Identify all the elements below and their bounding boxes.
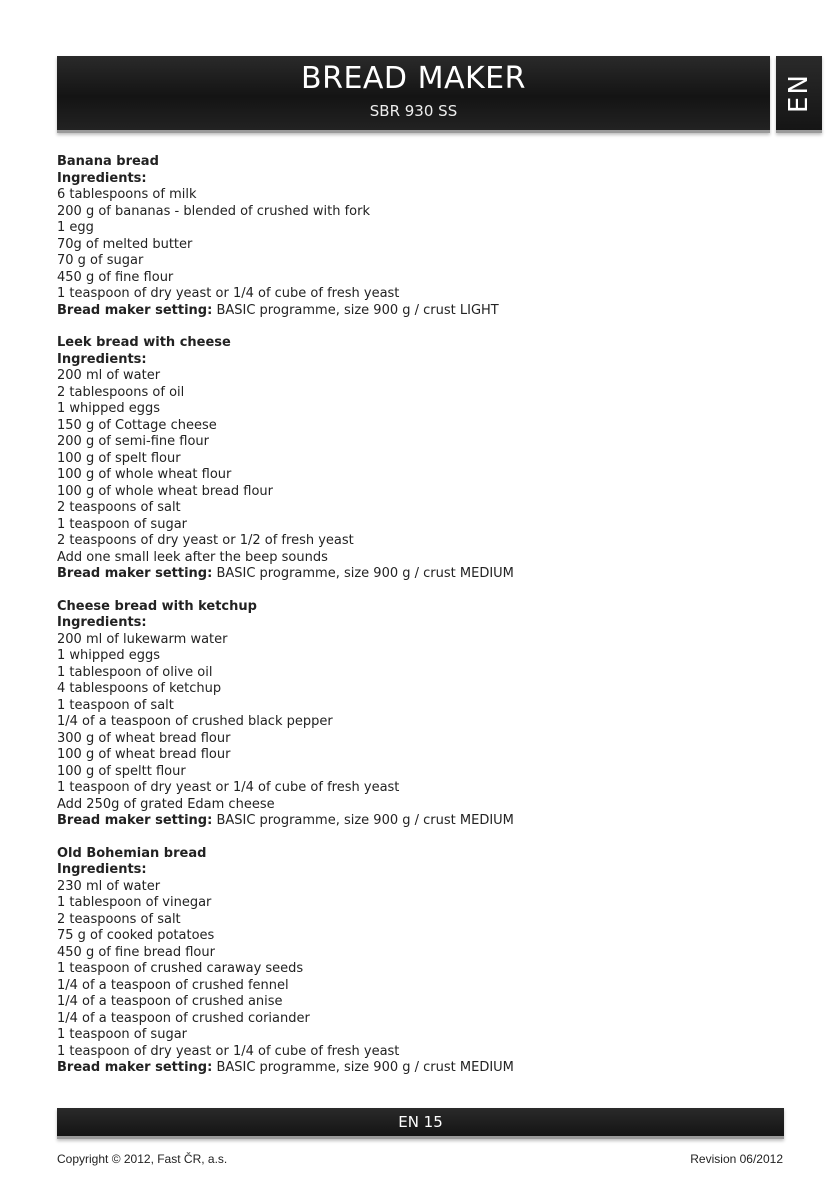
bread-maker-setting	[57, 303, 777, 320]
ingredient-line: 1 teaspoon of salt	[57, 697, 174, 713]
setting-label: Bread maker setting:	[57, 566, 213, 581]
ingredient-line: 450 g of fine bread flour	[57, 944, 215, 960]
recipe-title: Banana bread	[57, 154, 159, 169]
ingredient-line: 1 teaspoon of dry yeast or 1/4 of cube of fresh yeast	[57, 1043, 400, 1059]
model-number: SBR 930 SS	[369, 102, 458, 120]
ingredients-label: Ingredients:	[57, 862, 147, 877]
ingredient-line: 200 g of bananas - blended of crushed with fork	[57, 203, 370, 219]
bread-maker-setting	[57, 566, 777, 583]
setting-value: BASIC programme, size 900 g / crust MEDIUM	[212, 566, 514, 581]
ingredient-line: 100 g of speltt flour	[57, 763, 186, 779]
ingredient-line: 450 g of fine flour	[57, 269, 174, 285]
ingredient-line: 2 teaspoons of salt	[57, 911, 181, 927]
ingredients-label: Ingredients:	[57, 351, 147, 367]
recipe-title: Leek bread with cheese	[57, 335, 231, 350]
ingredient-line: 100 g of whole wheat bread flour	[57, 483, 274, 499]
ingredient-line: 1 teaspoon of sugar	[57, 1027, 188, 1042]
recipe-banana-bread	[57, 154, 777, 319]
ingredient-line: 230 ml of water	[57, 878, 161, 894]
ingredient-line: 1 teaspoon of dry yeast or 1/4 of cube of fresh yeast	[57, 286, 400, 301]
ingredient-line: 200 ml of water	[57, 368, 161, 383]
ingredient-line: 1/4 of a teaspoon of crushed anise	[57, 994, 283, 1009]
ingredient-line: 100 g of wheat bread flour	[57, 747, 231, 762]
ingredient-line: 6 tablespoons of milk	[57, 187, 197, 202]
document-title: BREAD MAKER	[301, 61, 526, 96]
ingredient-line: 1/4 of a teaspoon of crushed coriander	[57, 1010, 310, 1026]
recipe-old-bohemian-bread	[57, 846, 777, 1077]
ingredient-line: 75 g of cooked potatoes	[57, 928, 215, 943]
ingredient-line: 150 g of Cottage cheese	[57, 417, 217, 433]
recipe-cheese-bread-ketchup	[57, 599, 777, 830]
ingredient-line: 70 g of sugar	[57, 253, 144, 268]
recipe-title: Old Bohemian bread	[57, 845, 207, 861]
ingredient-line: 1/4 of a teaspoon of crushed fennel	[57, 977, 289, 993]
ingredient-line: 1/4 of a teaspoon of crushed black pepper	[57, 714, 333, 729]
ingredient-line: 4 tablespoons of ketchup	[57, 681, 222, 696]
ingredient-line: 1 egg	[57, 220, 94, 235]
ingredient-line: Add one small leek after the beep sounds	[57, 549, 328, 565]
recipe-content	[57, 154, 777, 1093]
setting-value: BASIC programme, size 900 g / crust MEDIUM	[212, 813, 514, 828]
ingredient-line: 2 teaspoons of dry yeast or 1/2 of fresh yeast	[57, 533, 354, 548]
ingredient-line: 2 tablespoons of oil	[57, 384, 185, 400]
ingredient-line: 2 teaspoons of salt	[57, 500, 181, 515]
ingredient-line: 1 teaspoon of sugar	[57, 516, 188, 532]
ingredient-line: 1 tablespoon of olive oil	[57, 664, 213, 680]
copyright-notice: Copyright © 2012, Fast ČR, a.s.	[57, 1152, 228, 1166]
ingredient-line: Add 250g of grated Edam cheese	[57, 796, 275, 812]
ingredient-line: 300 g of wheat bread flour	[57, 730, 231, 746]
page-number-bar	[57, 1108, 784, 1139]
language-label: EN	[784, 73, 814, 113]
ingredients-label: Ingredients:	[57, 170, 147, 186]
setting-value: BASIC programme, size 900 g / crust LIGHT	[212, 302, 499, 318]
header-banner	[57, 56, 770, 133]
ingredient-line: 1 teaspoon of crushed caraway seeds	[57, 961, 304, 976]
ingredients-label: Ingredients:	[57, 615, 147, 630]
revision-label: Revision 06/2012	[690, 1152, 783, 1166]
ingredient-line: 1 tablespoon of vinegar	[57, 895, 212, 910]
setting-value: BASIC programme, size 900 g / crust MEDIUM	[212, 1060, 514, 1075]
ingredient-line: 1 whipped eggs	[57, 648, 161, 663]
ingredient-line: 70g of melted butter	[57, 236, 193, 252]
setting-label: Bread maker setting:	[57, 813, 213, 828]
ingredient-line: 100 g of spelt flour	[57, 450, 181, 466]
ingredient-line: 200 ml of lukewarm water	[57, 631, 228, 647]
page-number: EN 15	[398, 1113, 443, 1131]
ingredient-line: 1 whipped eggs	[57, 401, 161, 416]
ingredient-line: 1 teaspoon of dry yeast or 1/4 of cube of fresh yeast	[57, 780, 400, 795]
ingredient-line: 200 g of semi-fine flour	[57, 434, 210, 449]
recipe-title: Cheese bread with ketchup	[57, 598, 257, 614]
recipe-leek-bread	[57, 335, 777, 583]
setting-label: Bread maker setting:	[57, 302, 213, 318]
ingredient-line: 100 g of whole wheat flour	[57, 467, 232, 482]
language-tab	[776, 56, 822, 133]
bread-maker-setting	[57, 813, 777, 830]
setting-label: Bread maker setting:	[57, 1060, 213, 1075]
bread-maker-setting	[57, 1060, 777, 1077]
